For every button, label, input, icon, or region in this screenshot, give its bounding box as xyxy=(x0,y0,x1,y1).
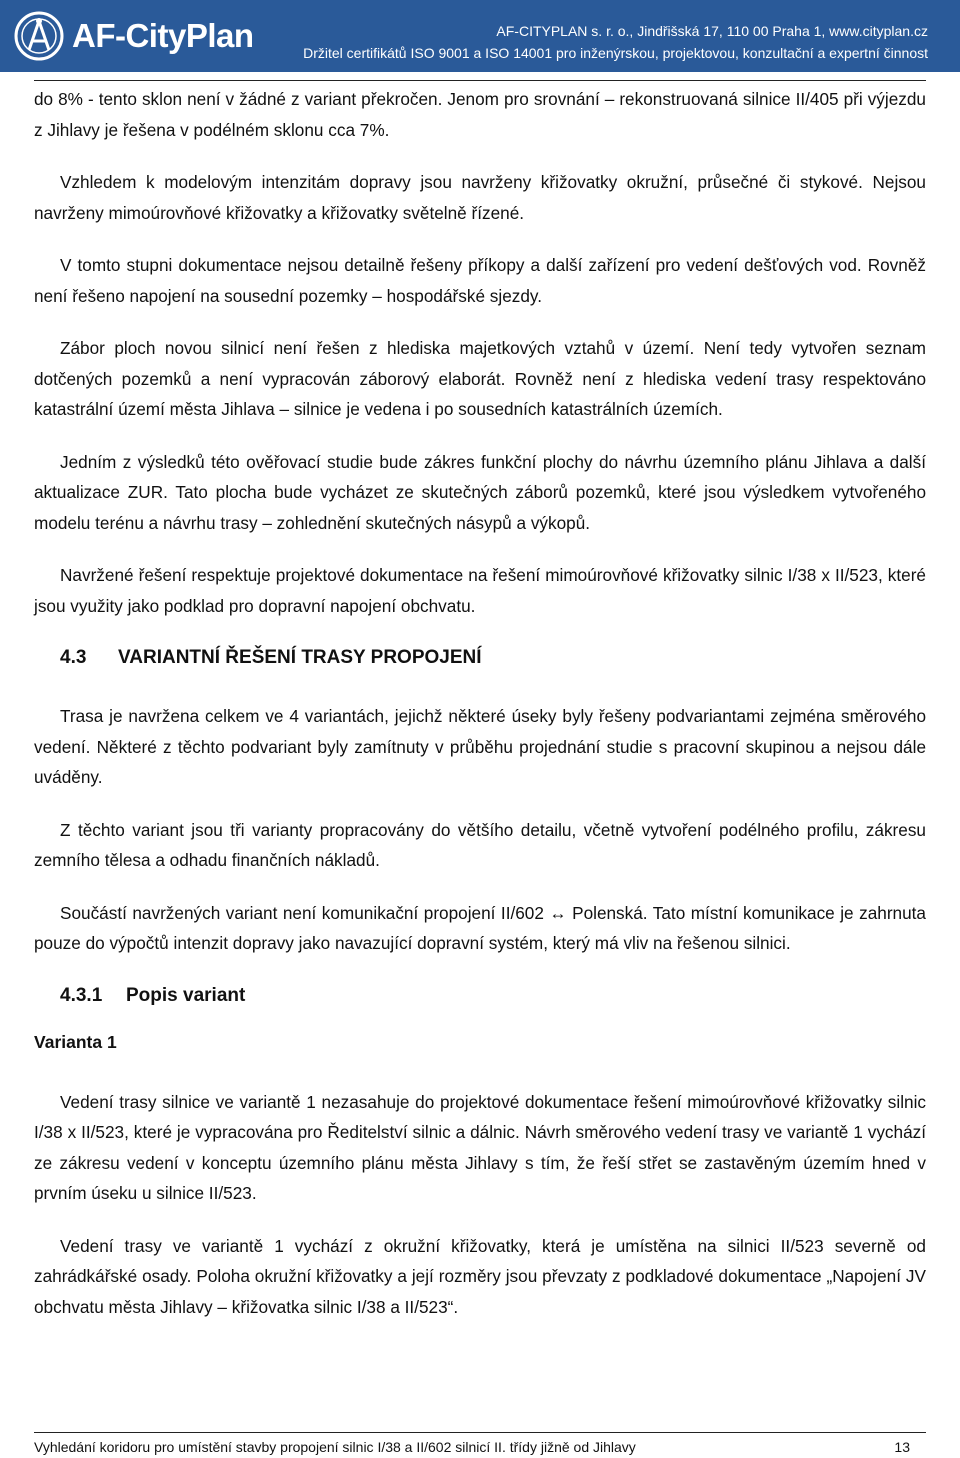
brand-name: AF-CityPlan xyxy=(72,17,254,54)
company-logo xyxy=(14,10,254,62)
subsection-heading xyxy=(60,981,926,1011)
section-heading xyxy=(60,643,926,673)
company-address: AF-CITYPLAN s. r. o., Jindřišská 17, 110 00 Praha 1, www.cityplan.cz xyxy=(496,23,928,39)
paragraph: Trasa je navržena celkem ve 4 variantách, jejichž některé úseky byly řešeny podvariantami zejména směrového vedení. Některé z těchto podvariant byly zamítnuty v průběhu projednání studie s pracovní skupinou a nejsou dále uváděny. xyxy=(34,706,926,787)
cityplan-emblem-icon xyxy=(14,10,64,62)
variant-heading: Varianta 1 xyxy=(34,1031,117,1052)
footer-title: Vyhledání koridoru pro umístění stavby propojení silnic I/38 a II/602 silnicí II. třídy jižně od Jihlavy xyxy=(34,1439,636,1455)
paragraph: Jedním z výsledků této ověřovací studie bude zákres funkční plochy do návrhu územního plánu Jihlava a další aktualizace ZUR. Tato plocha bude vycházet ze skutečných záborů pozemků, které jsou výsledkem vytvořeného modelu terénu a návrhu trasy – zohlednění skutečných násypů a výkopů. xyxy=(34,451,926,533)
paragraph: V tomto stupni dokumentace nejsou detailně řešeny příkopy a další zařízení pro vedení dešťových vod. Rovněž není řešeno napojení na sousední pozemky – hospodářské sjezdy. xyxy=(34,255,926,306)
section-number: 4.3 xyxy=(60,647,87,668)
paragraph: Vedení trasy ve variantě 1 vychází z okružní křižovatky, která je umístěna na silnici II/523 severně od zahrádkářské osady. Poloha okružní křižovatky a její rozměry jsou převzaty z podkladové dokumentace „Napojení JV obchvatu města Jihlavy – křižovatka silnic I/38 a II/523“. xyxy=(34,1235,926,1317)
page-number: 13 xyxy=(894,1439,910,1455)
paragraph: Z těchto variant jsou tři varianty propracovány do většího detailu, včetně vytvoření podélného profilu, zákresu zemního tělesa a odhadu finančních nákladů. xyxy=(34,819,926,870)
footer-divider xyxy=(34,1432,926,1433)
paragraph: Zábor ploch novou silnicí není řešen z hlediska majetkových vztahů v území. Není tedy vytvořen seznam dotčených pozemků a není vypracován záborový elaborát. Rovněž není z hlediska vedení trasy respektováno katastrální území města Jihlava – silnice je vedena i po sousedních katastrálních územích. xyxy=(34,338,926,419)
document-body xyxy=(34,84,926,1344)
paragraph: Navržené řešení respektuje projektové dokumentace na řešení mimoúrovňové křižovatky silnic I/38 x II/523, které jsou využity jako podklad pro dopravní napojení obchvatu. xyxy=(34,565,926,616)
paragraph: do 8% - tento sklon není v žádné z variant překročen. Jenom pro srovnání – rekonstruovaná silnice II/405 při výjezdu z Jihlavy je řešena v podélném sklonu cca 7%. xyxy=(34,89,926,140)
page-header xyxy=(0,0,960,72)
section-title: VARIANTNÍ ŘEŠENÍ TRASY PROPOJENÍ xyxy=(118,647,482,668)
paragraph: Součástí navržených variant není komunikační propojení II/602 ↔ Polenská. Tato místní komunikace je zahrnuta pouze do výpočtů intenzit dopravy jako navazující dopravní systém, který má vliv na řešenou silnici. xyxy=(34,902,926,953)
paragraph: Vzhledem k modelovým intenzitám dopravy jsou navrženy křižovatky okružní, průsečné či stykové. Nejsou navrženy mimoúrovňové křižovatky a křižovatky světelně řízené. xyxy=(34,172,926,223)
subsection-number: 4.3.1 xyxy=(60,984,103,1006)
paragraph: Vedení trasy silnice ve variantě 1 nezasahuje do projektové dokumentace řešení mimoúrovňové křižovatky silnic I/38 x II/523, které je vypracována pro Ředitelství silnic a dálnic. Návrh směrového vedení trasy ve variantě 1 vychází ze zákresu vedení v konceptu územního plánu města Jihlavy s tím, že řeší střet se zastavěným územím hned v prvním úseku u silnice II/523. xyxy=(34,1091,926,1203)
company-certification: Držitel certifikátů ISO 9001 a ISO 14001 pro inženýrskou, projektovou, konzultační a expertní činnost xyxy=(303,45,928,61)
subsection-title: Popis variant xyxy=(126,984,246,1006)
company-info xyxy=(228,20,928,64)
header-divider xyxy=(34,80,926,81)
